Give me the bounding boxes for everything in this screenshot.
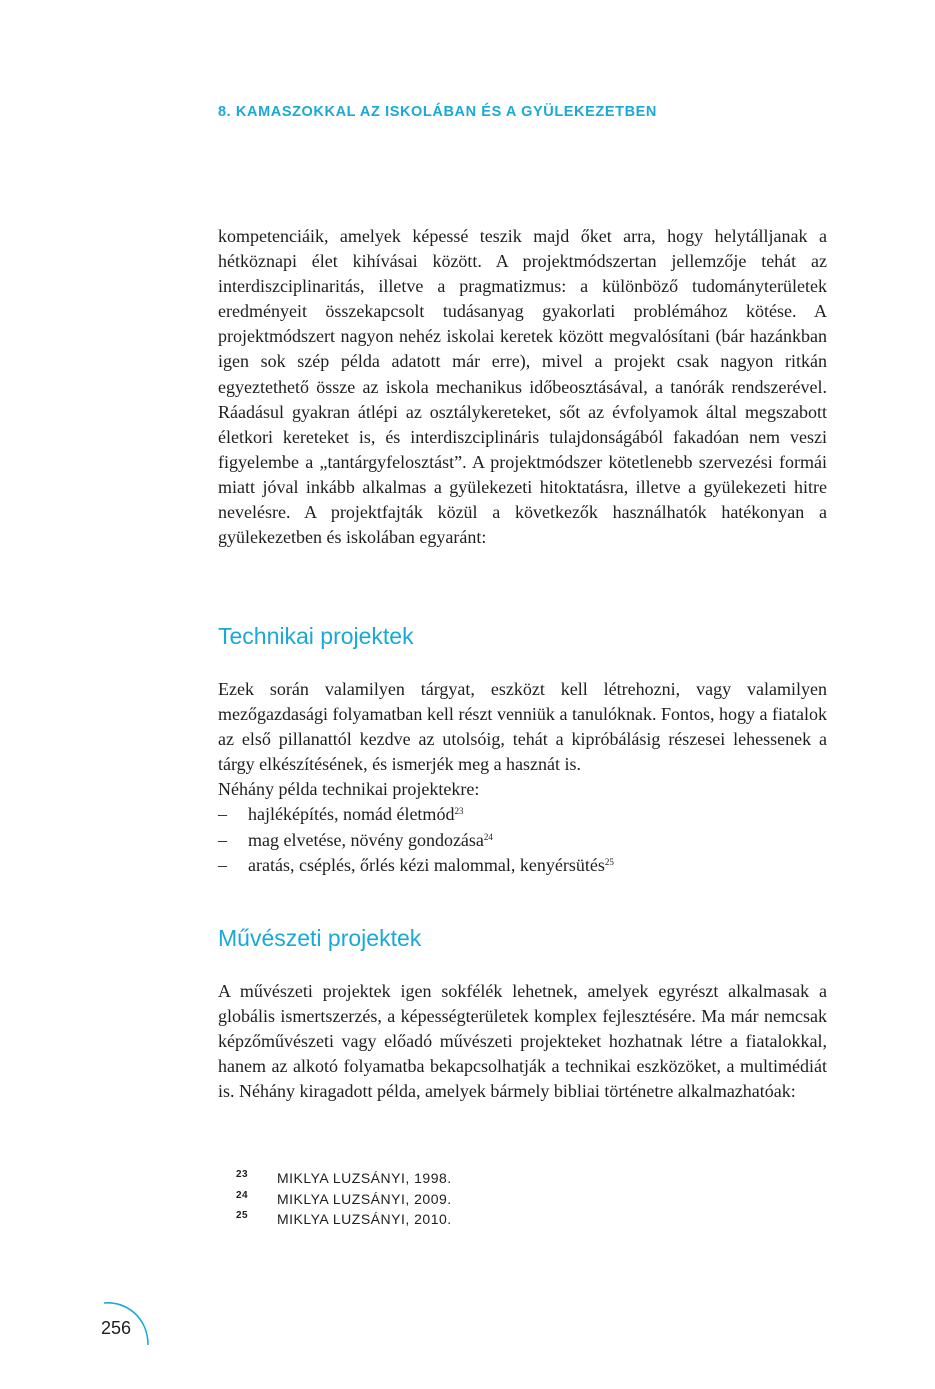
page-number: 256 [101, 1318, 132, 1338]
list-item-text: hajléképítés, nomád életmód [248, 804, 455, 825]
technical-list-intro: Néhány példa technikai projektekre: [218, 779, 480, 800]
section-technical-heading-wrap [218, 622, 827, 650]
artistic-paragraph: A művészeti projektek igen sokfélék lehetnek, amelyek egyrészt alkalmasak a globális ismertszerzés, a képességterületek komplex fejlesztésére. Ma már nemcsak képzőművészeti vagy előadó művészeti projekteket hozhatnak létre a fiatalokkal, hanem az alkotó folyamatba bekapcsolhatják a technikai eszközöket, a multimédiát is. Néhány kiragadott példa, amelyek bármely bibliai történetre alkalmazhatóak: [218, 981, 827, 1102]
footnote [236, 1168, 452, 1189]
footnote [236, 1209, 452, 1230]
technical-example-list [218, 802, 827, 877]
section-artistic-body [218, 979, 827, 1104]
intro-paragraph: kompetenciáik, amelyek képessé teszik majd őket arra, hogy helytálljanak a hétköznapi élet kihívásai között. A projektmódszertan jellemzője tehát az interdiszciplinaritás, illetve a pragmatizmus: a különböző tudományterületek eredményeit összekapcsolt tudásanyag gyakorlati problémához kötése. A projektmódszert nagyon nehéz iskolai keretek között megvalósítani (bár hazánkban igen sok szép példa adatott már erre), mivel a projekt csak nagyon ritkán egyeztethető össze az iskola mechanikus időbeosztásával, a tanórák rendszerével. Ráadásul gyakran átlépi az osztálykereteket, sőt az évfolyamok által megszabott életkori kereteket is, és interdiszciplináris tulajdonságából fakadóan nem veszi figyelembe a „tantárgyfelosztást”. A projektmódszer kötetlenebb szervezési formái miatt jóval inkább alkalmas a gyülekezeti hitoktatásra, illetve a gyülekezeti hitre nevelésre. A projektfajták közül a következők használhatók hatékonyan a gyülekezetben és iskolában egyaránt: [218, 226, 827, 548]
footnote-number: 24 [236, 1189, 249, 1201]
footnote-text: MIKLYA LUZSÁNYI, 1998. [277, 1170, 452, 1186]
footnote [236, 1189, 452, 1210]
footnote-text: MIKLYA LUZSÁNYI, 2009. [277, 1190, 452, 1207]
section-heading-technical: Technikai projektek [218, 623, 414, 649]
dash-bullet: – [218, 804, 227, 825]
list-item-text: mag elvetése, növény gondozása [248, 829, 484, 850]
list-item [218, 802, 827, 827]
footnote-number: 25 [236, 1210, 249, 1221]
list-item-text: aratás, cséplés, őrlés kézi malommal, kenyérsütés [248, 854, 605, 875]
footnotes [236, 1168, 452, 1230]
footnote-ref[interactable]: 23 [454, 806, 464, 817]
technical-paragraph: Ezek során valamilyen tárgyat, eszközt kell létrehozni, vagy valamilyen mezőgazdasági folyamatban kell részt venniük a tanulóknak. Fontos, hogy a fiatalok az első pillanattól kezdve az utolsóig, tehát a kipróbálásig részesei lehessenek a tárgy elkészítésének, és ismerjék meg a hasznát is. [218, 679, 827, 775]
section-technical-body [218, 677, 827, 878]
list-item [218, 853, 827, 878]
footnote-text: MIKLYA LUZSÁNYI, 2010. [277, 1211, 452, 1227]
section-heading-artistic: Művészeti projektek [218, 925, 422, 951]
list-item [218, 828, 827, 853]
dash-bullet: – [218, 829, 227, 850]
dash-bullet: – [218, 854, 227, 875]
footnote-number: 23 [236, 1169, 249, 1180]
footnote-ref[interactable]: 25 [604, 856, 614, 867]
section-artistic-heading-wrap [218, 924, 827, 952]
intro-block [218, 224, 827, 550]
running-head: 8. KAMASZOKKAL AZ ISKOLÁBAN ÉS A GYÜLEKEZETBEN [218, 104, 657, 120]
footnote-ref[interactable]: 24 [483, 831, 493, 842]
